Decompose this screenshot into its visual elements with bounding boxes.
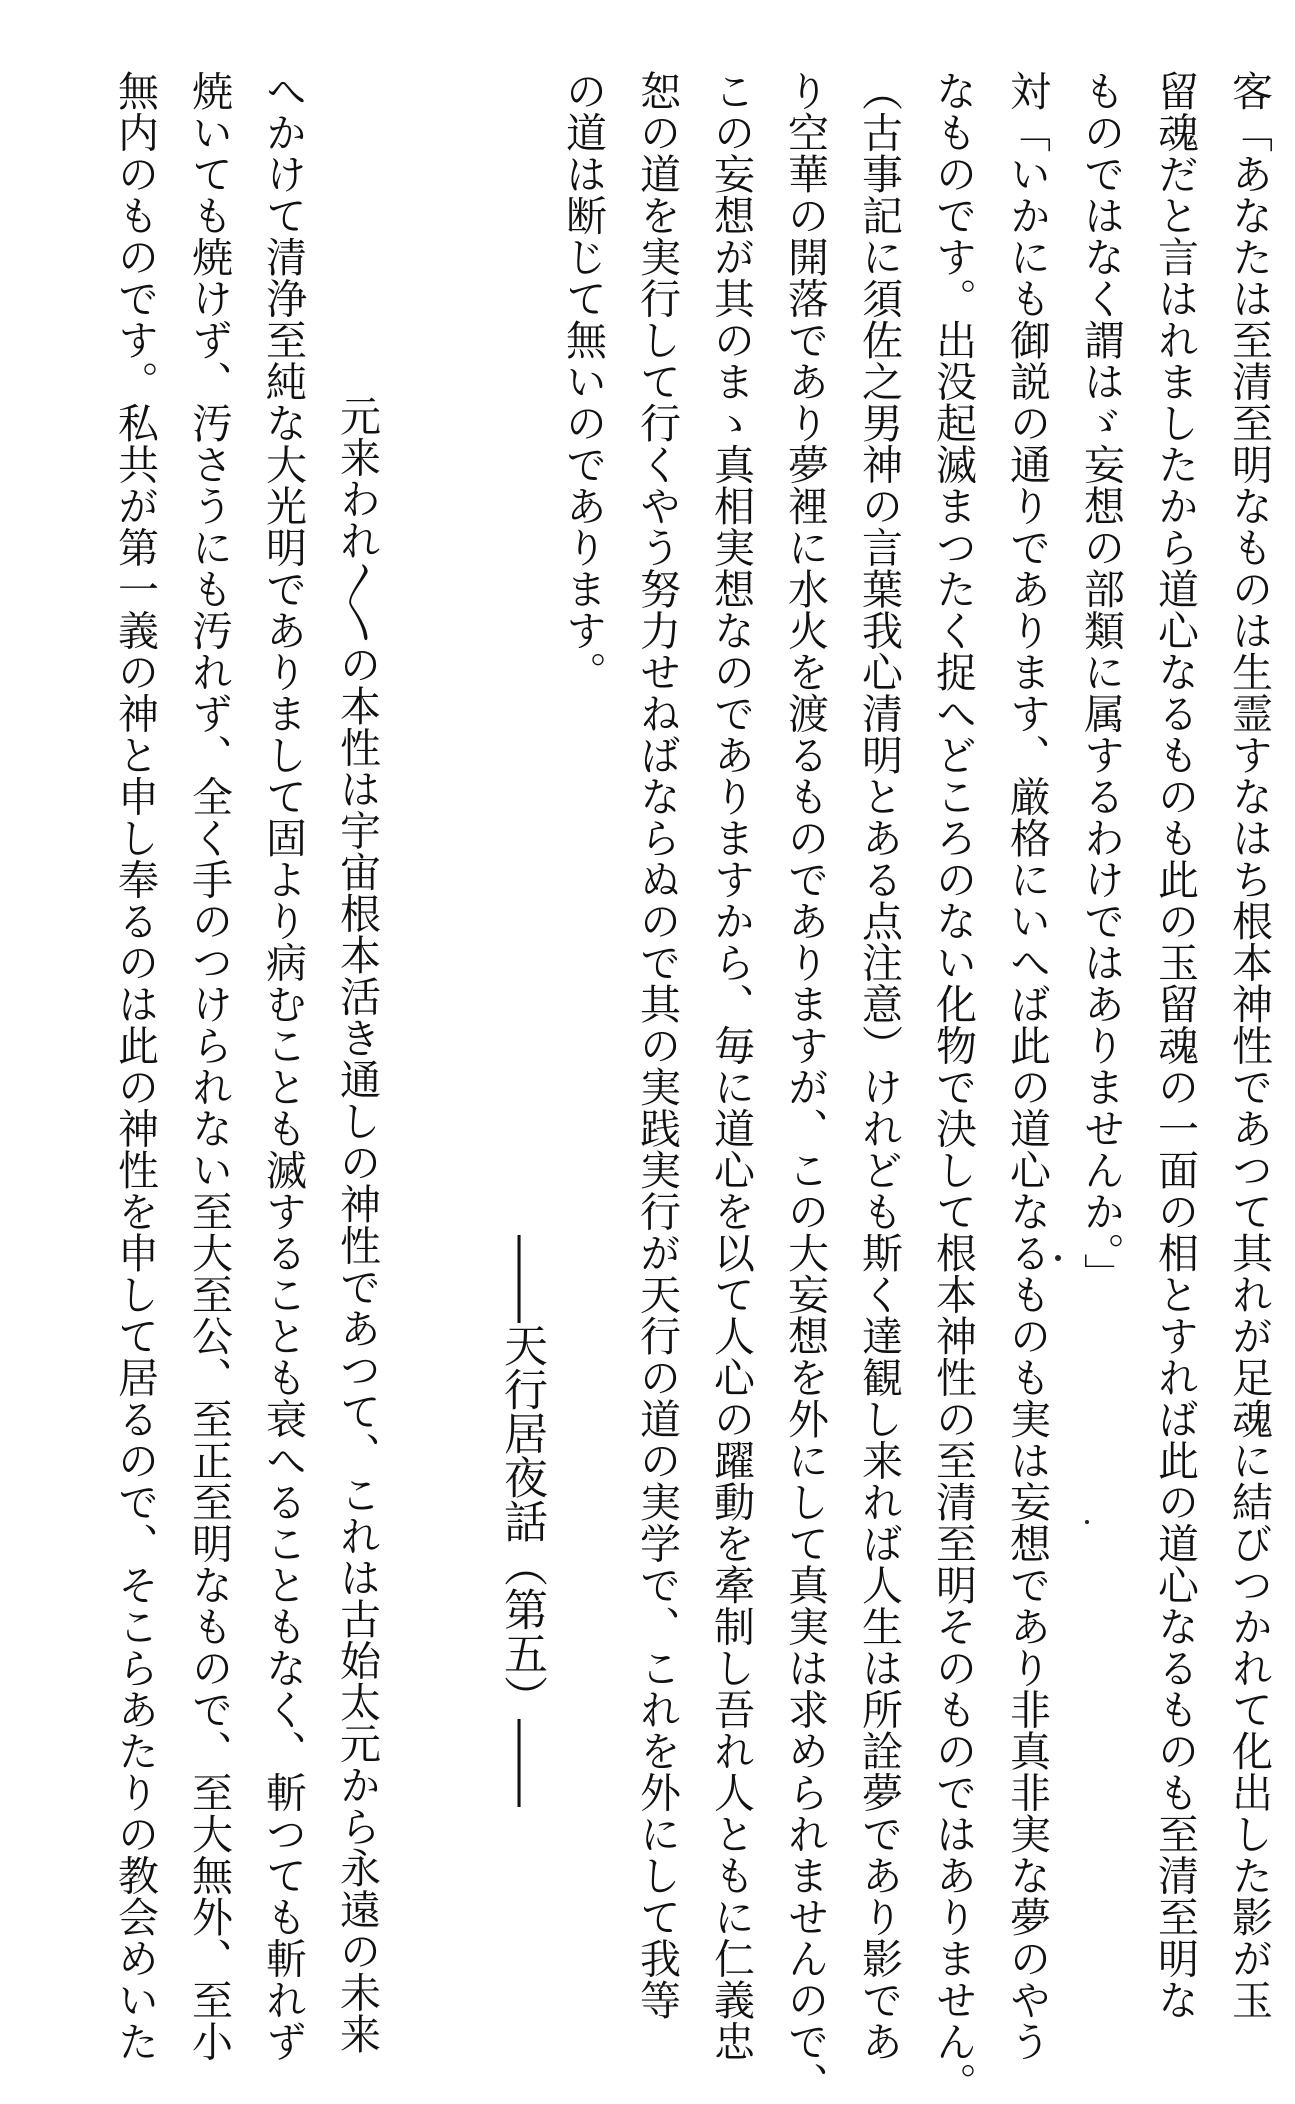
passage1-line-9: 恕の道を実行して行くやう努力せねばならぬので其の実践実行が天行の道の実学で、これを外にして我等: [633, 70, 681, 2021]
passage2-line-3: 焼いても焼けず、汚さうにも汚れず、全く手のつけられない至大至公、至正至明なもので、至大無外、至小: [185, 70, 233, 2062]
passage1-line-3: ものではなく謂はゞ妄想の部類に属するわけではありませんか。」: [1077, 70, 1125, 1295]
passage1-line-5: なものです。出没起滅まつたく捉へどころのない化物で決して根本神性の至清至明そのものではありません。: [929, 70, 977, 2104]
passage1-line-2: 留魂だと言はれましたから道心なるものも此の玉留魂の一面の相とすれば此の道心なるものも至清至明な: [1151, 70, 1199, 2021]
scan-speck: [1085, 1520, 1089, 1524]
passage1-line-7: り空華の開落であり夢裡に水火を渡るものでありますが、この大妄想を外にして真実は求められませんので、: [781, 70, 829, 2104]
passage2-line-2: へかけて清浄至純な大光明でありまして固より病むことも滅することも衰へることもなく、斬つても斬れず: [259, 70, 307, 2062]
passage1-line-1: 客「あなたは至清至明なものは生霊すなはち根本神性であつて其れが足魂に結びつかれて化出した影が玉: [1225, 70, 1273, 2021]
passage1-line-10: の道は断じて無いのであります。: [559, 70, 607, 693]
passage2-line-1: 元来われ〳〵の本性は宇宙根本活き通しの神性であつて、これは古始太元から永遠の未来: [333, 395, 381, 2055]
passage1-line-6: （古事記に須佐之男神の言葉我心清明とある点注意）けれども斯く達観し来れば人生は所詮夢であり影であ: [855, 70, 903, 2062]
passage1-line-4: 対「いかにも御説の通りであります、厳格にいへば此の道心なるものも実は妄想であり非真非実な夢のやう: [1003, 70, 1051, 2062]
scan-speck: [1055, 1255, 1061, 1261]
passage2-line-4: 無内のものです。私共が第一義の神と申し奉るのは此の神性を申して居るので、そこらあたりの教会めいた: [111, 70, 159, 2062]
signature: ――天行居夜話（第五）――: [496, 1235, 547, 1807]
passage1-line-8: この妄想が其のまゝ真相実想なのでありますから、毎に道心を以て人心の躍動を牽制し吾れ人ともに仁義忠: [707, 70, 755, 2062]
